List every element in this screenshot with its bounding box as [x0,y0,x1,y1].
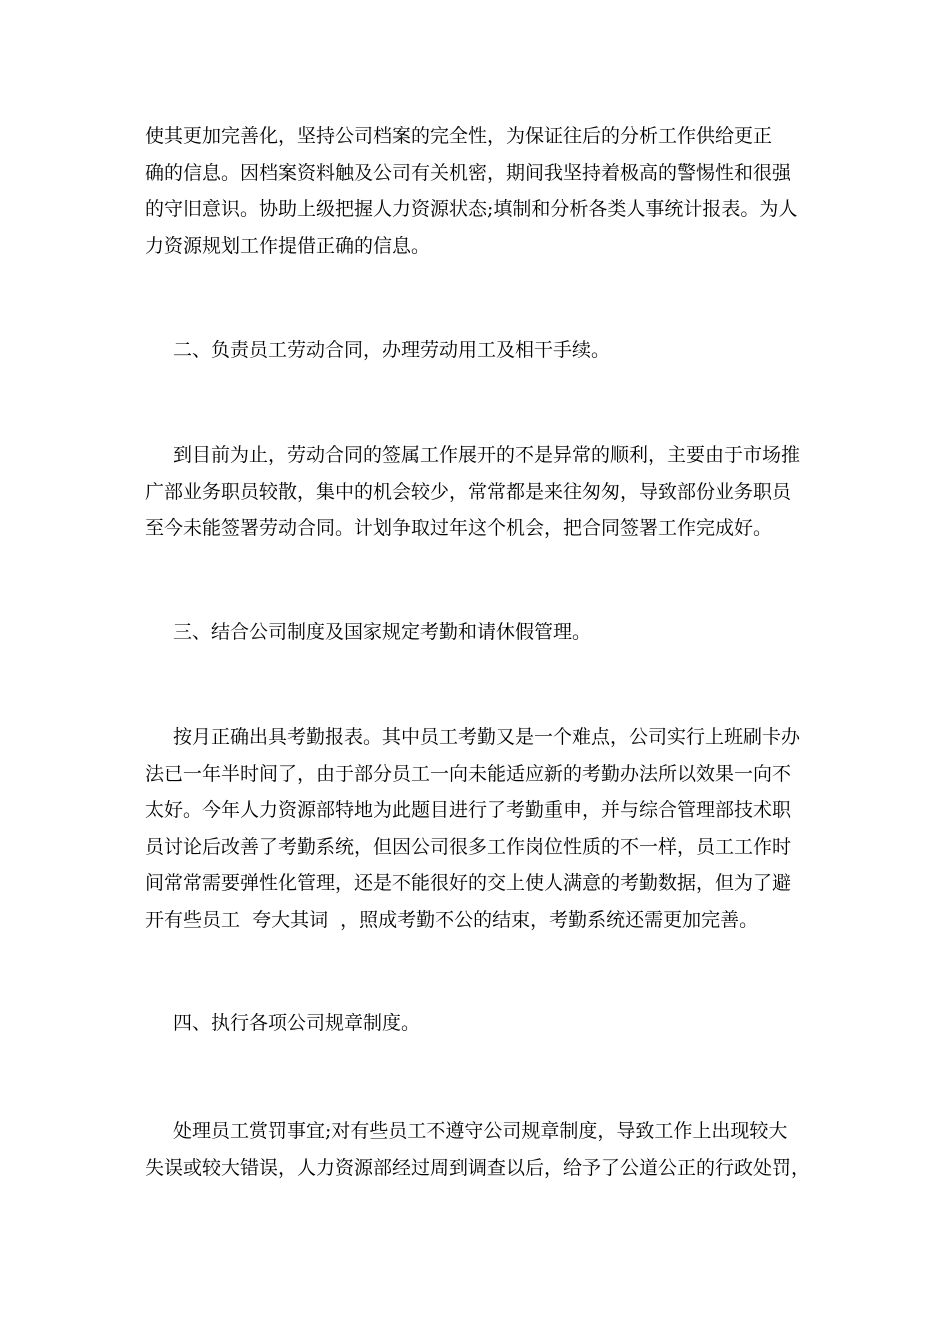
text-line: 间常常需要弹性化管理，还是不能很好的交上使人满意的考勤数据，但为了避 [145,872,792,894]
text-line: 确的信息。因档案资料触及公司有关机密，期间我坚持着极高的警惕性和很强 [145,161,792,184]
text-line: 使其更加完善化，坚持公司档案的完全性，为保证往后的分析工作供给更正 [145,125,773,147]
text-line: 至今未能签署劳动合同。计划争取过年这个机会，把合同签署工作完成好。 [145,517,773,539]
text-line: 力资源规划工作提借正确的信息。 [145,234,431,257]
text-line: 的守旧意识。协助上级把握人力资源状态;填制和分析各类人事统计报表。为人 [145,198,798,220]
section-heading-2 [145,332,815,369]
body-paragraph-1 [145,118,815,264]
text-line: 处理员工赏罚事宜;对有些员工不遵守公司规章制度，导致工作上出现较大 [173,1120,788,1142]
heading-text: 四、执行各项公司规章制度。 [173,1012,421,1034]
section-heading-4 [145,1005,815,1042]
text-line: 员讨论后改善了考勤系统，但因公司很多工作岗位性质的不一样，员工工作时 [145,835,792,858]
text-line: 失误或较大错误，人力资源部经过周到调查以后，给予了公道公正的行政处罚， [145,1156,811,1179]
text-line: 太好。今年人力资源部特地为此题目进行了考勤重申，并与综合管理部技术职 [145,799,792,821]
heading-text: 三、结合公司制度及国家规定考勤和请休假管理。 [173,621,592,643]
body-paragraph-4 [145,1113,815,1186]
text-line: 按月正确出具考勤报表。其中员工考勤又是一个难点，公司实行上班刷卡办 [173,726,801,748]
text-line: 法已一年半时间了，由于部分员工一向未能适应新的考勤办法所以效果一向不 [145,762,792,785]
text-line: 到目前为止，劳动合同的签属工作展开的不是异常的顺利，主要由于市场推 [173,444,801,466]
text-line: 广部业务职员较散，集中的机会较少，常常都是来往匆匆，导致部份业务职员 [145,480,792,503]
heading-text: 二、负责员工劳动合同，办理劳动用工及相干手续。 [173,339,611,361]
text-line: 开有些员工 夸大其词 ，照成考勤不公的结束，考勤系统还需更加完善。 [145,908,759,931]
body-paragraph-2 [145,437,815,547]
body-paragraph-3 [145,719,815,938]
section-heading-3 [145,614,815,651]
